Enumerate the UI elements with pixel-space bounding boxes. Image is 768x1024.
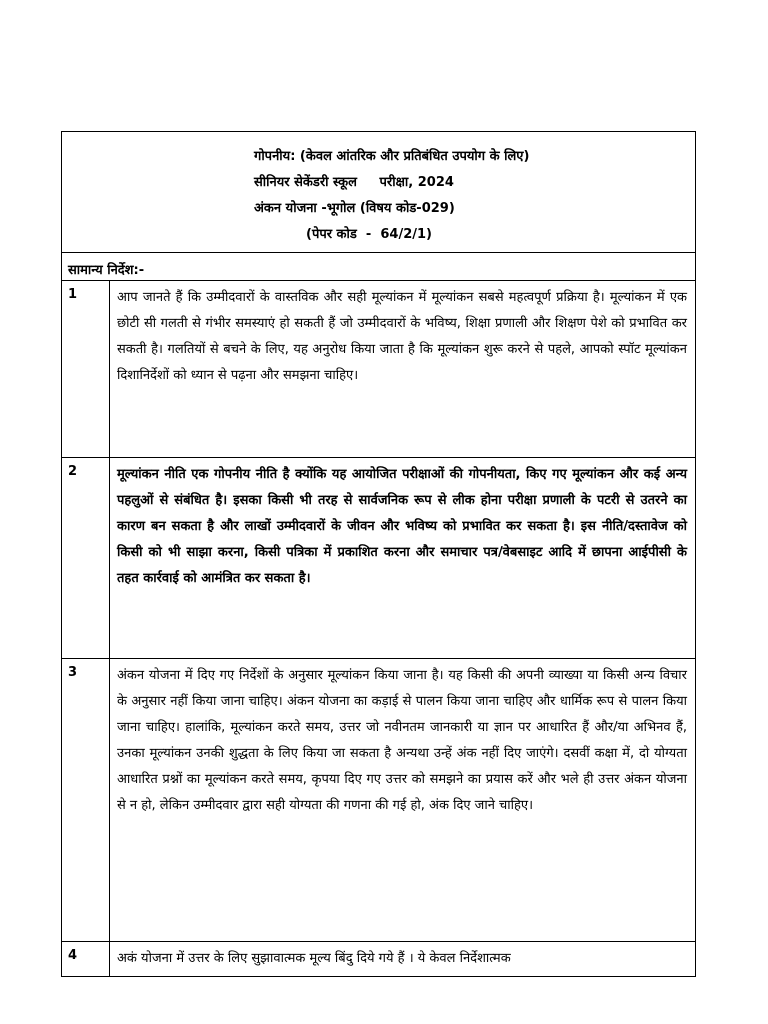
section-title: सामान्य निर्देश:- bbox=[62, 253, 696, 281]
instruction-text: मूल्यांकन नीति एक गोपनीय नीति है क्योंकि यह आयोजित परीक्षाओं की गोपनीयता, किए गए मूल्यांकन और कई अन्य पहलुओं से संबंधित है। इसका किसी भी तरह से सार्वजनिक रूप से लीक होना परीक्षा प्रणाली के पटरी से उतरने का कारण बन सकता है और लाखों उम्मीदवारों के जीवन और भविष्य को प्रभावित कर सकता है। इस नीति/दस्तावेज को किसी को भी साझा करना, किसी पत्रिका में प्रकाशित करना और समाचार पत्र/वेबसाइट आदि में छापना आईपीसी के तहत कार्रवाई को आमंत्रित कर सकता है। bbox=[110, 458, 696, 659]
marking-scheme-table bbox=[61, 131, 696, 977]
instruction-number: 2 bbox=[62, 458, 110, 659]
paper-code: (पेपर कोड - 64/2/1) bbox=[306, 227, 432, 242]
exam-title: सीनियर सेकेंडरी स्कूल परीक्षा, 2024 bbox=[254, 175, 454, 190]
subject-title: अंकन योजना -भूगोल (विषय कोड-029) bbox=[254, 201, 455, 216]
instruction-number: 1 bbox=[62, 281, 110, 458]
instruction-text: अकं योजना में उत्तर के लिए सुझावात्मक मूल्य बिंदु दिये गये हैं । ये केवल निर्देशात्मक bbox=[110, 942, 696, 977]
instruction-row bbox=[62, 281, 696, 458]
instruction-row bbox=[62, 458, 696, 659]
document-header bbox=[62, 132, 696, 253]
instruction-text: अंकन योजना में दिए गए निर्देशों के अनुसार मूल्यांकन किया जाना है। यह किसी की अपनी व्याख्या या किसी अन्य विचार के अनुसार नहीं किया जाना चाहिए। अंकन योजना का कड़ाई से पालन किया जाना चाहिए और धार्मिक रूप से पालन किया जाना चाहिए। हालांकि, मूल्यांकन करते समय, उत्तर जो नवीनतम जानकारी या ज्ञान पर आधारित हैं और/या अभिनव हैं, उनका मूल्यांकन उनकी शुद्धता के लिए किया जा सकता है अन्यथा उन्हें अंक नहीं दिए जाएंगे। दसवीं कक्षा में, दो योग्यता आधारित प्रश्नों का मूल्यांकन करते समय, कृपया दिए गए उत्तर को समझने का प्रयास करें और भले ही उत्तर अंकन योजना से न हो, लेकिन उम्मीदवार द्वारा सही योग्यता की गणना की गई हो, अंक दिए जाने चाहिए। bbox=[110, 659, 696, 942]
instruction-number: 4 bbox=[62, 942, 110, 977]
instruction-row bbox=[62, 659, 696, 942]
header-block bbox=[254, 144, 529, 248]
confidential-notice: गोपनीय: (केवल आंतरिक और प्रतिबंधित उपयोग के लिए) bbox=[254, 149, 530, 164]
instruction-text: आप जानते हैं कि उम्मीदवारों के वास्तविक और सही मूल्यांकन में मूल्यांकन सबसे महत्वपूर्ण प्रक्रिया है। मूल्यांकन में एक छोटी सी गलती से गंभीर समस्याएं हो सकती हैं जो उम्मीदवारों के भविष्य, शिक्षा प्रणाली और शिक्षण पेशे को प्रभावित कर सकती है। गलतियों से बचने के लिए, यह अनुरोध किया जाता है कि मूल्यांकन शुरू करने से पहले, आपको स्पॉट मूल्यांकन दिशानिर्देशों को ध्यान से पढ़ना और समझना चाहिए। bbox=[110, 281, 696, 458]
instruction-number: 3 bbox=[62, 659, 110, 942]
instruction-row bbox=[62, 942, 696, 977]
